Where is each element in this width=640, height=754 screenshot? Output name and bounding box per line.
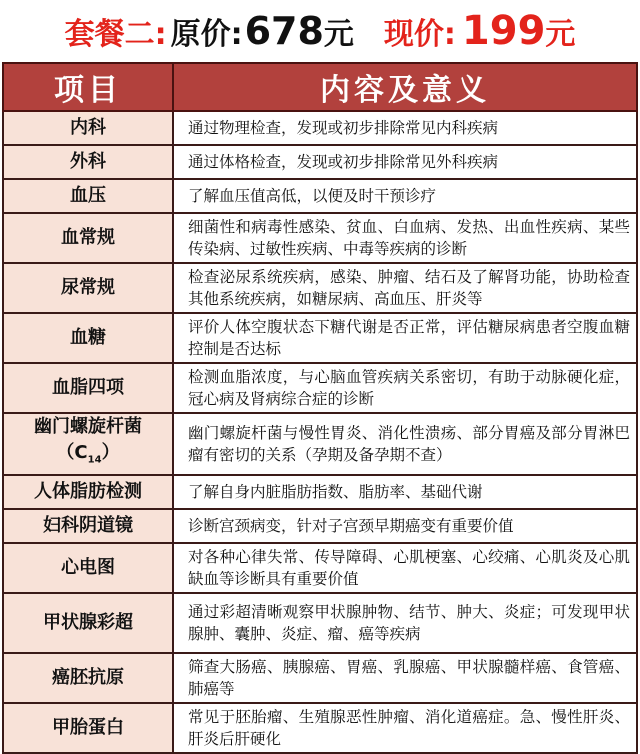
item-name: 外科 (3, 145, 173, 179)
table-row (3, 413, 637, 475)
c14-close: ） (101, 442, 120, 463)
item-description: 检查泌尿系统疾病，感染、肿瘤、结石及了解肾功能，协助检查其他系统疾病，如糖尿病、高血压、肝炎等 (173, 263, 637, 313)
item-description: 对各种心律失常、传导障碍、心肌梗塞、心绞痛、心肌炎及心肌缺血等诊断具有重要价值 (173, 543, 637, 593)
item-description: 诊断宫颈病变，针对子宫颈早期癌变有重要价值 (173, 509, 637, 543)
table-row (3, 543, 637, 593)
item-description: 通过体格检查，发现或初步排除常见外科疾病 (173, 145, 637, 179)
package-colon: : (154, 17, 167, 52)
exam-items-table (2, 62, 638, 754)
item-description: 通过彩超清晰观察甲状腺肿物、结节、肿大、炎症；可发现甲状腺肿、囊肿、炎症、瘤、癌等疾病 (173, 593, 637, 653)
item-description: 常见于胚胎瘤、生殖腺恶性肿瘤、消化道癌症。急、慢性肝炎、肝炎后肝硬化 (173, 703, 637, 753)
item-name: 人体脂肪检测 (3, 475, 173, 509)
item-name-c14 (4, 440, 172, 474)
item-description: 幽门螺旋杆菌与慢性胃炎、消化性溃疡、部分胃癌及部分胃淋巴瘤有密切的关系（孕期及备孕期不查） (173, 413, 637, 475)
item-name: 癌胚抗原 (3, 653, 173, 703)
item-name-helicobacter (3, 413, 173, 475)
table-row (3, 593, 637, 653)
item-description: 通过物理检查，发现或初步排除常见内科疾病 (173, 111, 637, 145)
table-row (3, 179, 637, 213)
table-row (3, 111, 637, 145)
item-name: 妇科阴道镜 (3, 509, 173, 543)
original-price-label: 原价: (170, 17, 243, 52)
item-description: 细菌性和病毒性感染、贫血、白血病、发热、出血性疾病、某些传染病、过敏性疾病、中毒等疾病的诊断 (173, 213, 637, 263)
item-name: 尿常规 (3, 263, 173, 313)
item-name: 甲状腺彩超 (3, 593, 173, 653)
table-row (3, 475, 637, 509)
item-name: 心电图 (3, 543, 173, 593)
table-header-row (3, 63, 637, 111)
item-name: 甲胎蛋白 (3, 703, 173, 753)
table-row (3, 703, 637, 753)
item-name: 血脂四项 (3, 363, 173, 413)
current-price: 199 (461, 8, 546, 54)
package-label: 套餐二 (64, 17, 155, 52)
column-header-content: 内容及意义 (173, 63, 637, 111)
table-row (3, 313, 637, 363)
table-row (3, 653, 637, 703)
table-row (3, 213, 637, 263)
item-name: 内科 (3, 111, 173, 145)
table-row (3, 509, 637, 543)
table-row (3, 263, 637, 313)
item-description: 了解血压值高低，以便及时干预诊疗 (173, 179, 637, 213)
original-price-unit: 元 (323, 17, 354, 52)
c14-subscript: 14 (87, 454, 102, 466)
item-name: 幽门螺旋杆菌 (34, 416, 142, 437)
current-price-label: 现价: (383, 17, 456, 52)
item-name: 血糖 (3, 313, 173, 363)
column-header-item: 项目 (3, 63, 173, 111)
item-name: 血常规 (3, 213, 173, 263)
item-description: 评价人体空腹状态下糖代谢是否正常，评估糖尿病患者空腹血糖控制是否达标 (173, 313, 637, 363)
original-price: 678 (244, 9, 324, 53)
table-row (3, 363, 637, 413)
table-row (3, 145, 637, 179)
c14-open: （C (56, 442, 88, 463)
item-name: 血压 (3, 179, 173, 213)
price-header (0, 0, 640, 62)
item-description: 筛查大肠癌、胰腺癌、胃癌、乳腺癌、甲状腺髓样癌、食管癌、肺癌等 (173, 653, 637, 703)
item-description: 检测血脂浓度，与心脑血管疾病关系密切，有助于动脉硬化症，冠心病及肾病综合症的诊断 (173, 363, 637, 413)
item-description: 了解自身内脏脂肪指数、脂肪率、基础代谢 (173, 475, 637, 509)
current-price-unit: 元 (545, 17, 576, 52)
